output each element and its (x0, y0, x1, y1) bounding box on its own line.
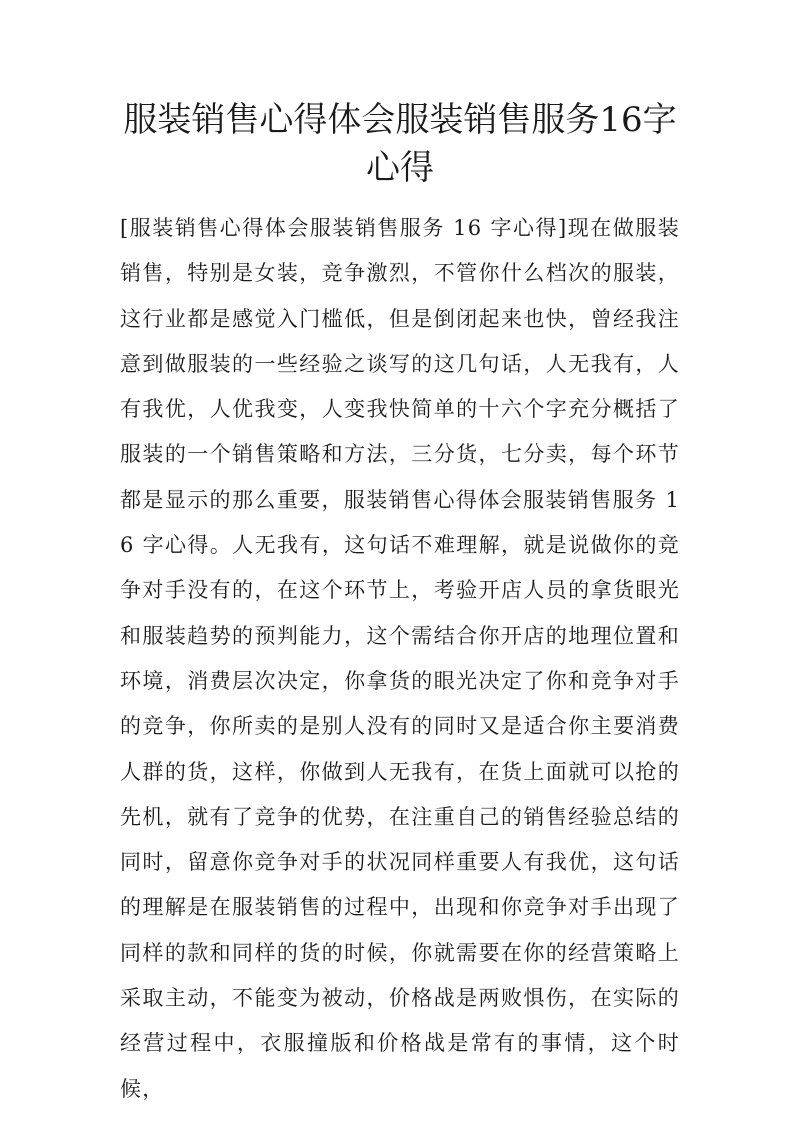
body-paragraph: [服装销售心得体会服装销售服务 16 字心得]现在做服装销售，特别是女装，竞争激烈，不管你什么档次的服装，这行业都是感觉入门槛低，但是倒闭起来也快，曾经我注意到做服装的一些经验之谈写的这几句话，人无我有，人有我优，人优我变，人变我快简单的十六个字充分概括了服装的一个销售策略和方法，三分货，七分卖，每个环节都是显示的那么重要，服装销售心得体会服装销售服务 16 字心得。人无我有，这句话不难理解，就是说做你的竞争对手没有的，在这个环节上，考验开店人员的拿货眼光和服装趋势的预判能力，这个需结合你开店的地理位置和环境，消费层次决定，你拿货的眼光决定了你和竞争对手的竞争，你所卖的是别人没有的同时又是适合你主要消费人群的货，这样，你做到人无我有，在货上面就可以抢的先机，就有了竞争的优势，在注重自己的销售经验总结的同时，留意你竞争对手的状况同样重要人有我优，这句话的理解是在服装销售的过程中，出现和你竞争对手出现了同样的款和同样的货的时候，你就需要在你的经营策略上采取主动，不能变为被动，价格战是两败惧伤，在实际的经营过程中，衣服撞版和价格战是常有的事情，这个时候， (120, 216, 680, 1101)
document-title: 服装销售心得体会服装销售服务16字心得 (123, 100, 677, 188)
